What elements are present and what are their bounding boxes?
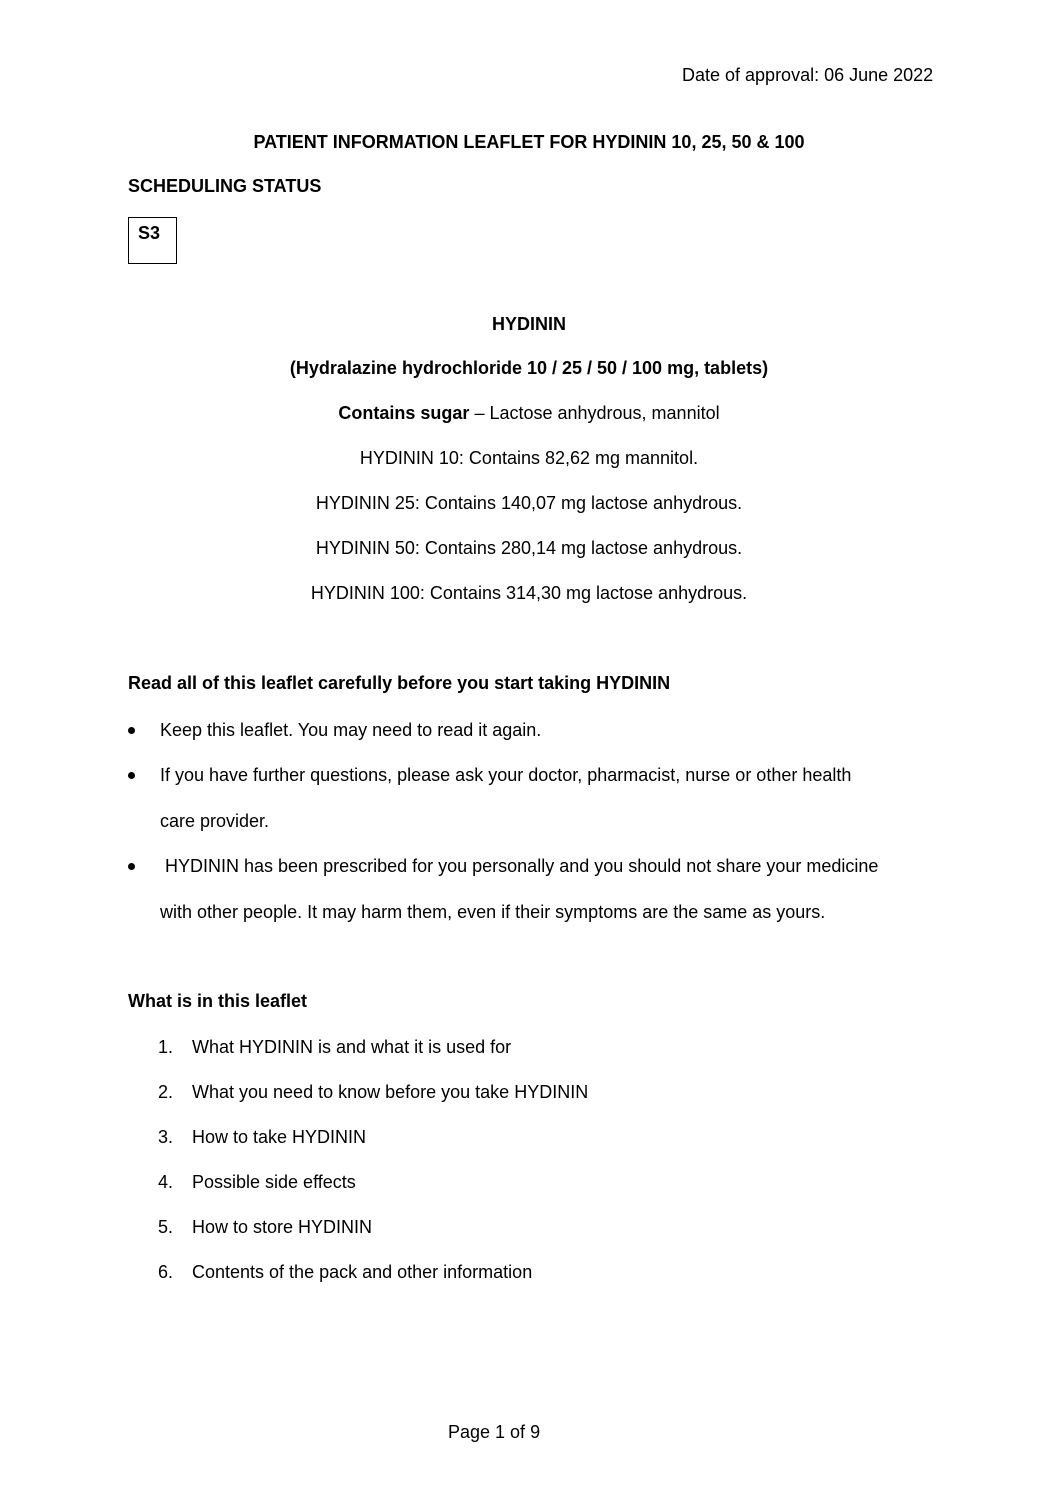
- toc-number: 1.: [158, 1037, 174, 1057]
- bullet-text: Keep this leaflet. You may need to read it again.: [160, 720, 542, 740]
- sugar-label: Contains sugar: [338, 403, 470, 423]
- bullet-text: care provider.: [160, 811, 270, 831]
- content-line: HYDININ 10: Contains 82,62 mg mannitol.: [359, 448, 699, 468]
- sugar-notice: [0, 404, 1058, 422]
- content-line: HYDININ 50: Contains 280,14 mg lactose anhydrous.: [315, 538, 743, 558]
- product-description: (Hydralazine hydrochloride 10 / 25 / 50 / 100 mg, tablets): [289, 358, 769, 378]
- toc-number: 2.: [158, 1082, 174, 1102]
- toc-item: Possible side effects: [192, 1172, 356, 1192]
- toc-number: 3.: [158, 1127, 174, 1147]
- bullet-text: If you have further questions, please ask your doctor, pharmacist, nurse or other health: [160, 765, 852, 785]
- toc-number: 5.: [158, 1217, 174, 1237]
- content-line: HYDININ 25: Contains 140,07 mg lactose anhydrous.: [315, 493, 743, 513]
- page-number: Page 1 of 9: [448, 1422, 541, 1442]
- product-name: HYDININ: [491, 314, 566, 334]
- toc-item: How to take HYDININ: [192, 1127, 367, 1147]
- bullet-text: HYDININ has been prescribed for you personally and you should not share your medicine: [160, 856, 879, 876]
- toc-heading: What is in this leaflet: [128, 991, 308, 1011]
- toc-item: How to store HYDININ: [192, 1217, 373, 1237]
- toc-item: Contents of the pack and other information: [192, 1262, 533, 1282]
- scheduling-status: S3: [138, 223, 161, 243]
- bullet-icon: [128, 727, 135, 734]
- toc-item: What you need to know before you take HYDININ: [192, 1082, 589, 1102]
- content-line: HYDININ 100: Contains 314,30 mg lactose anhydrous.: [310, 583, 748, 603]
- read-heading: Read all of this leaflet carefully before you start taking HYDININ: [128, 673, 671, 693]
- sugar-text: – Lactose anhydrous, mannitol: [469, 403, 720, 423]
- toc-number: 6.: [158, 1262, 174, 1282]
- leaflet-title: PATIENT INFORMATION LEAFLET FOR HYDININ 10, 25, 50 & 100: [253, 132, 805, 152]
- scheduling-status-box: [128, 217, 177, 264]
- toc-item: What HYDININ is and what it is used for: [192, 1037, 512, 1057]
- approval-date: Date of approval: 06 June 2022: [682, 65, 934, 85]
- bullet-icon: [128, 863, 135, 870]
- scheduling-heading: SCHEDULING STATUS: [128, 176, 322, 196]
- bullet-text: with other people. It may harm them, even if their symptoms are the same as yours.: [160, 902, 826, 922]
- bullet-icon: [128, 772, 135, 779]
- toc-number: 4.: [158, 1172, 174, 1192]
